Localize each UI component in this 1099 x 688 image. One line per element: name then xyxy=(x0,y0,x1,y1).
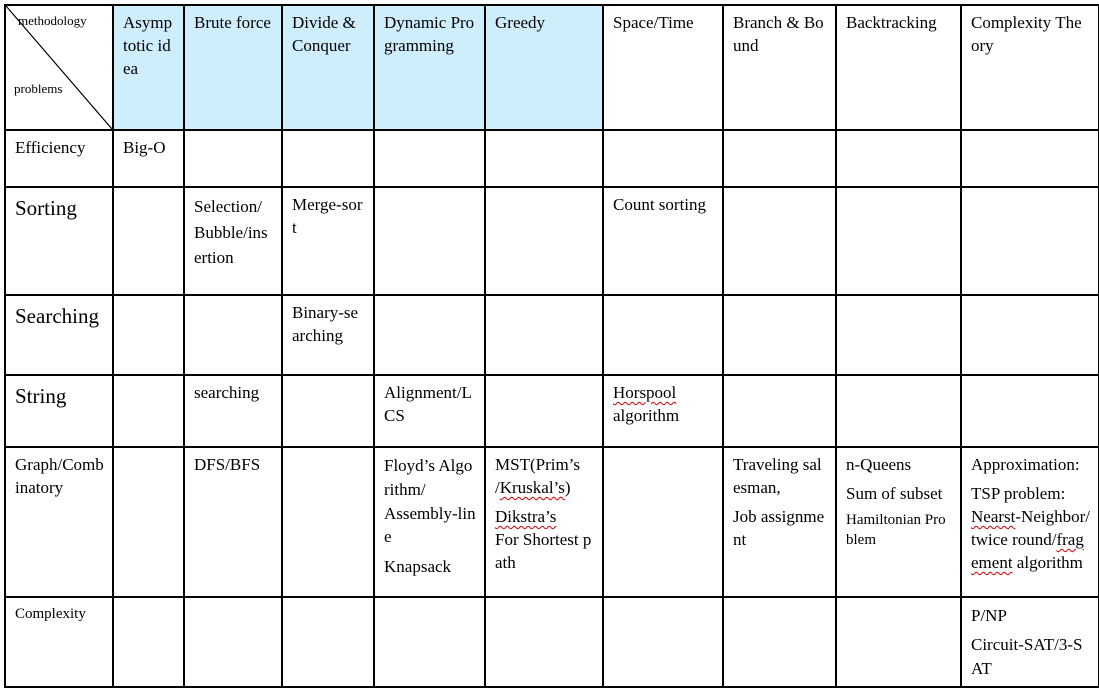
row-label-sorting: Sorting xyxy=(5,187,113,295)
row-string xyxy=(5,375,1099,447)
header-backtracking: Backtracking xyxy=(836,5,961,130)
cell-complexity-divide-conquer xyxy=(282,597,374,687)
cell-efficiency-branch-bound xyxy=(723,130,836,187)
cell-sorting-brute-force: Selection/Bubble/insertion xyxy=(184,187,282,295)
slash-text: / xyxy=(495,477,500,497)
cell-complexity-greedy xyxy=(485,597,603,687)
row-graph-combinatory xyxy=(5,447,1099,597)
nearest-neighbor-line xyxy=(971,506,1090,575)
cell-complexity-dynamic-programming xyxy=(374,597,485,687)
header-brute-force: Brute force xyxy=(184,5,282,130)
cell-string-brute-force: searching xyxy=(184,375,282,447)
neighbor-twice-text: -Neighbor/twice round/ xyxy=(971,506,1090,549)
n-queens-text: n-Queens xyxy=(846,455,912,474)
cell-string-branch-bound xyxy=(723,375,836,447)
cell-sorting-backtracking xyxy=(836,187,961,295)
header-greedy: Greedy xyxy=(485,5,603,130)
cell-sorting-space-time: Count sorting xyxy=(603,187,723,295)
cell-searching-complexity-theory xyxy=(961,295,1099,375)
cell-sorting-dynamic-programming xyxy=(374,187,485,295)
corner-methodology-label: methodology xyxy=(18,13,87,28)
nearst-text: Nearst xyxy=(971,506,1016,526)
cell-efficiency-space-time xyxy=(603,130,723,187)
kruskal-text: Kruskal’s xyxy=(499,477,565,497)
floyd-text: Floyd’s Algorithm/ xyxy=(384,456,473,499)
job-assignment-text: Job assignment xyxy=(733,506,825,549)
cell-searching-dynamic-programming xyxy=(374,295,485,375)
cell-complexity-backtracking xyxy=(836,597,961,687)
mst-prims-text: MST(Prim’s xyxy=(495,455,581,474)
cell-graph-space-time xyxy=(603,447,723,597)
cell-searching-branch-bound xyxy=(723,295,836,375)
cell-graph-backtracking xyxy=(836,447,961,597)
algorithm-text: algorithm xyxy=(613,405,680,425)
algorithm-suffix-text: algorithm xyxy=(1012,552,1083,572)
row-label-efficiency: Efficiency xyxy=(5,130,113,187)
cell-searching-backtracking xyxy=(836,295,961,375)
horspool-text: Horspool xyxy=(613,383,677,402)
approximation-text: Approximation: xyxy=(971,455,1080,474)
cell-sorting-branch-bound xyxy=(723,187,836,295)
circuit-sat-text: Circuit-SAT/3-SAT xyxy=(971,634,1083,679)
row-searching xyxy=(5,295,1099,375)
shortest-path-text: For Shortest path xyxy=(495,529,592,572)
fragement-text: fragement xyxy=(971,529,1084,572)
cell-string-complexity-theory xyxy=(961,375,1099,447)
cell-searching-divide-conquer: Binary-searching xyxy=(282,295,374,375)
traveling-salesman-text: Traveling salesman, xyxy=(733,455,822,497)
dikstra-text: Dikstra’s xyxy=(495,506,557,526)
cell-sorting-divide-conquer: Merge-sort xyxy=(282,187,374,295)
header-dynamic-programming: Dynamic Programming xyxy=(374,5,485,130)
header-space-time: Space/Time xyxy=(603,5,723,130)
hamiltonian-text: Hamiltonian Problem xyxy=(846,511,946,549)
cell-searching-greedy xyxy=(485,295,603,375)
cell-graph-dynamic-programming xyxy=(374,447,485,597)
header-divide-conquer: Divide & Conquer xyxy=(282,5,374,130)
assembly-line-text: Assembly-line xyxy=(384,503,476,547)
cell-efficiency-complexity-theory xyxy=(961,130,1099,187)
cell-efficiency-greedy xyxy=(485,130,603,187)
header-complexity-theory: Complexity Theory xyxy=(961,5,1099,130)
cell-efficiency-brute-force xyxy=(184,130,282,187)
cell-efficiency-backtracking xyxy=(836,130,961,187)
cell-string-divide-conquer xyxy=(282,375,374,447)
row-sorting xyxy=(5,187,1099,295)
cell-string-space-time xyxy=(603,375,723,447)
row-complexity xyxy=(5,597,1099,687)
cell-complexity-asymptotic xyxy=(113,597,184,687)
cell-graph-complexity-theory xyxy=(961,447,1099,597)
cell-string-greedy xyxy=(485,375,603,447)
cell-complexity-complexity-theory xyxy=(961,597,1099,687)
cell-searching-brute-force xyxy=(184,295,282,375)
kruskal-line xyxy=(495,477,594,500)
row-label-complexity: Complexity xyxy=(5,597,113,687)
close-paren-text: ) xyxy=(564,477,571,497)
p-np-text: P/NP xyxy=(971,606,1007,625)
tsp-problem-text: TSP problem: xyxy=(971,483,1066,503)
cell-complexity-branch-bound xyxy=(723,597,836,687)
row-efficiency xyxy=(5,130,1099,187)
cell-string-asymptotic xyxy=(113,375,184,447)
cell-complexity-brute-force xyxy=(184,597,282,687)
knapsack-text: Knapsack xyxy=(384,557,452,577)
cell-graph-greedy xyxy=(485,447,603,597)
cell-string-backtracking xyxy=(836,375,961,447)
cell-string-dynamic-programming: Alignment/LCS xyxy=(374,375,485,447)
cell-complexity-space-time xyxy=(603,597,723,687)
cell-sorting-complexity-theory xyxy=(961,187,1099,295)
cell-graph-brute-force: DFS/BFS xyxy=(184,447,282,597)
cell-graph-asymptotic xyxy=(113,447,184,597)
row-label-string: String xyxy=(5,375,113,447)
cell-efficiency-asymptotic: Big-O xyxy=(113,130,184,187)
cell-sorting-greedy xyxy=(485,187,603,295)
cell-searching-space-time xyxy=(603,295,723,375)
row-label-graph-combinatory: Graph/Combinatory xyxy=(5,447,113,597)
cell-efficiency-dynamic-programming xyxy=(374,130,485,187)
cell-searching-asymptotic xyxy=(113,295,184,375)
row-label-searching: Searching xyxy=(5,295,113,375)
methodology-problems-table xyxy=(4,4,1099,688)
cell-graph-divide-conquer xyxy=(282,447,374,597)
cell-graph-branch-bound xyxy=(723,447,836,597)
corner-cell xyxy=(5,5,113,130)
sum-of-subset-text: Sum of subset xyxy=(846,483,943,503)
corner-problems-label: problems xyxy=(14,81,63,96)
cell-sorting-asymptotic xyxy=(113,187,184,295)
header-branch-bound: Branch & Bound xyxy=(723,5,836,130)
header-row xyxy=(5,5,1099,130)
cell-efficiency-divide-conquer xyxy=(282,130,374,187)
header-asymptotic-idea: Asymptotic idea xyxy=(113,5,184,130)
